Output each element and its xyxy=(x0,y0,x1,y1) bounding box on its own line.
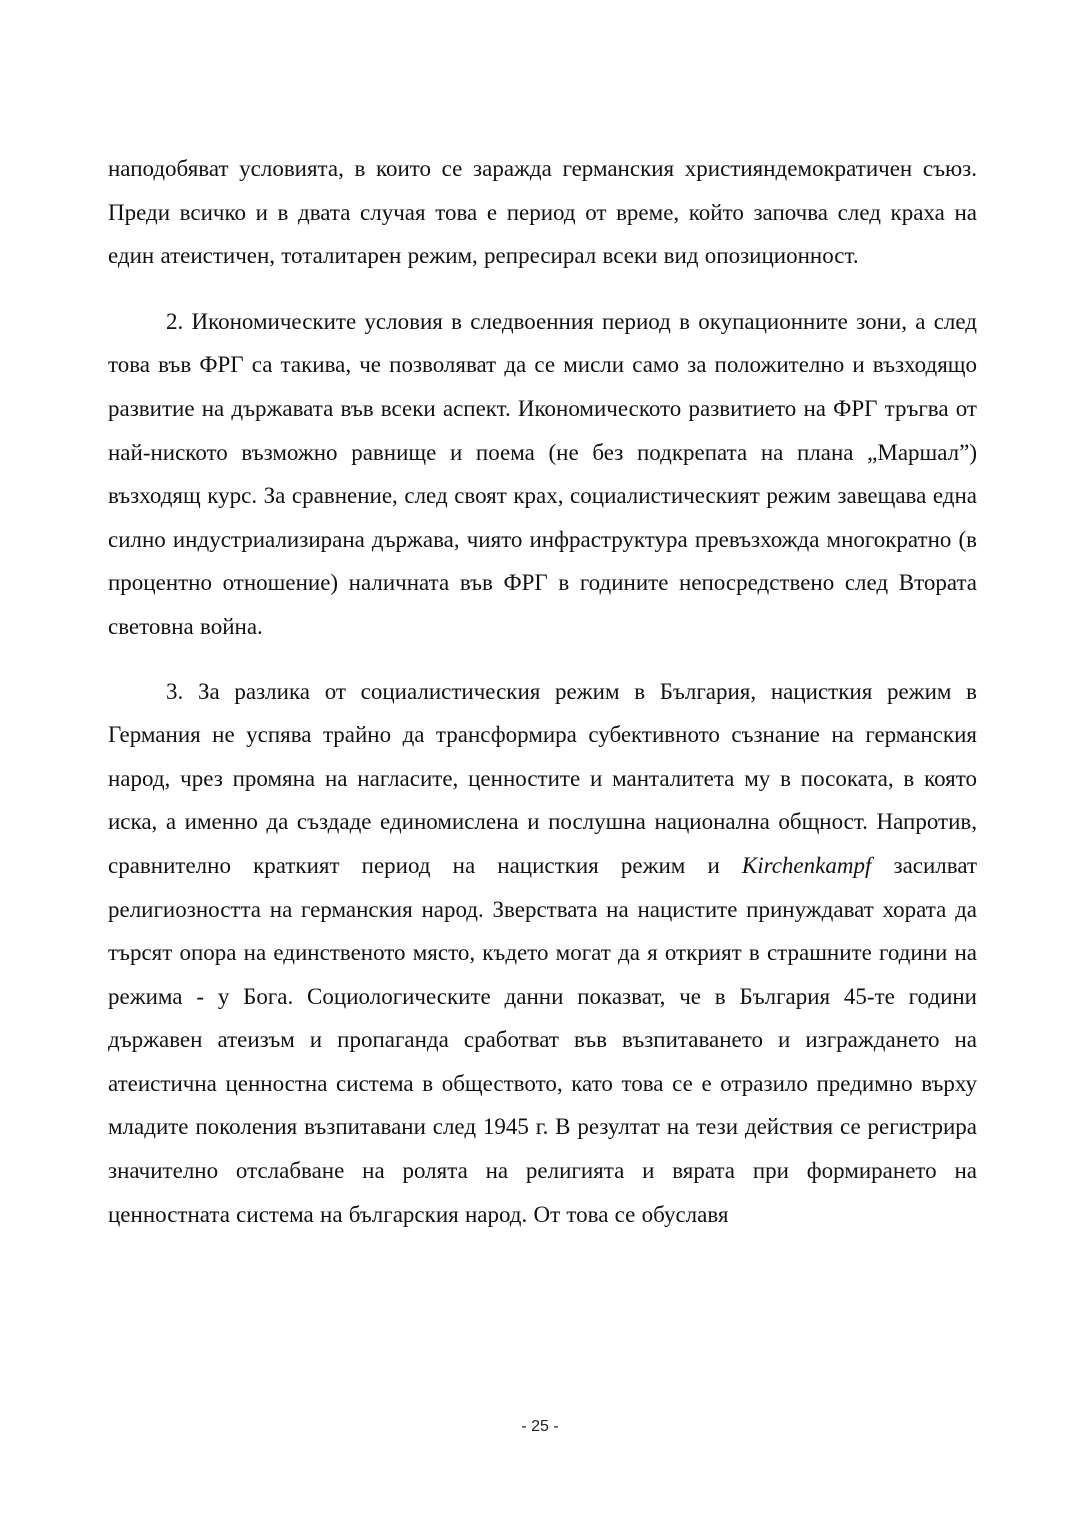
paragraph-3-text-start: 3. За разлика от социалистическия режим в България, нацисткия режим в Германия не успява трайно да трансформира субективното съзнание на германския народ, чрез промяна на нагласите, ценностите и манталитета му в посоката, в която иска, а именно да създаде единомислена и послушна национална общност. Напротив, сравнително краткият период на нацисткия режим и xyxy=(108,678,977,878)
paragraph-spacer xyxy=(108,278,977,300)
paragraph-3 xyxy=(108,670,977,1237)
page-number: - 25 - xyxy=(521,1418,559,1435)
paragraph-spacer xyxy=(108,649,977,670)
paragraph-2: 2. Икономическите условия в следвоенния период в окупационните зони, а след това във ФРГ са такива, че позволяват да се мисли само за положително и възходящо развитие на държавата във всеки аспект. Икономическото развитието на ФРГ тръгва от най-ниското възможно равнище и поема (не без подкрепата на плана „Маршал”) възходящ курс. За сравнение, след своят крах, социалистическият режим завещава една силно индустриализирана държава, чиято инфраструктура превъзхожда многократно (в процентно отношение) наличната във ФРГ в годините непосредствено след Втората световна война. xyxy=(108,308,977,639)
document-body xyxy=(108,147,977,1236)
paragraph-3-italic-term: Kirchenkampf xyxy=(741,852,872,878)
paragraph-3-text-end: засилват религиозността на германския народ. Зверствата на нацистите принуждават хората да търсят опора на единственото място, където могат да я открият в страшните години на режима - у Бога. Социологическите данни показват, че в България 45-те години държавен атеизъм и пропаганда сработват във възпитаването и изграждането на атеистична ценностна система в обществото, като това се е отразило предимно върху младите поколения възпитавани след 1945 г. В резултат на тези действия се регистрира значително отслабване на ролята на религията и вярата при формирането на ценностната система на българския народ. От това се обуславя xyxy=(108,852,977,1227)
paragraph-1: наподобяват условията, в които се заражда германския християндемократичен съюз. Преди всичко и в двата случая това е период от време, който започва след краха на един атеистичен, тоталитарен режим, репресирал всеки вид опозиционност. xyxy=(108,156,977,269)
